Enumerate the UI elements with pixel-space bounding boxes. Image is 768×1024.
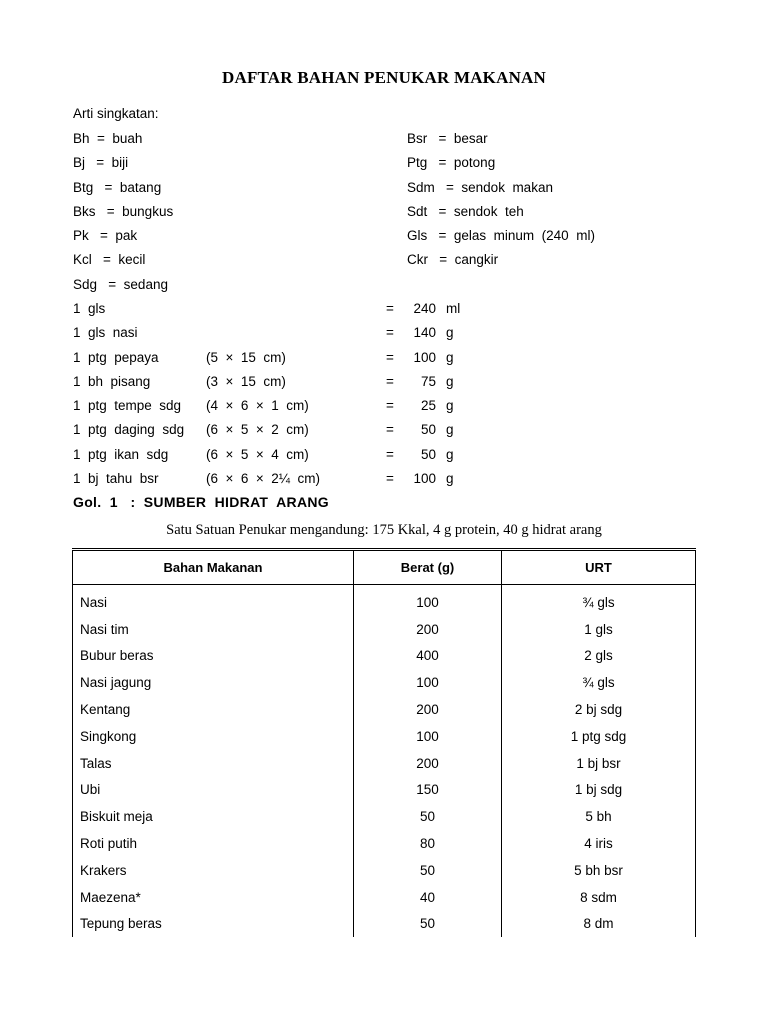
food-urt: 2 gls: [502, 643, 696, 670]
food-weight: 80: [354, 830, 502, 857]
food-urt: 8 sdm: [502, 884, 696, 911]
table-row: [73, 750, 696, 777]
abbreviation-intro: Arti singkatan:: [73, 106, 159, 121]
column-header-food: Bahan Makanan: [73, 550, 354, 585]
food-urt: 1 gls: [502, 616, 696, 643]
table-row: [73, 830, 696, 857]
food-name: Maezena*: [73, 884, 354, 911]
food-urt: 4 iris: [502, 830, 696, 857]
abbreviation-item: Ckr = cangkir: [407, 252, 499, 268]
abbreviation-list-right: [407, 130, 595, 276]
food-weight: 100: [354, 723, 502, 750]
food-name: Talas: [73, 750, 354, 777]
food-urt: 1 bj sdg: [502, 777, 696, 804]
abbreviation-item: Bj = biji: [73, 155, 129, 171]
food-weight: 200: [354, 750, 502, 777]
abbreviation-item: Kcl = kecil: [73, 252, 146, 268]
table-row: [73, 723, 696, 750]
table-row: [73, 777, 696, 804]
conversion-list: [73, 300, 493, 494]
group-heading: Gol. 1 : SUMBER HIDRAT ARANG: [73, 494, 329, 510]
food-name: Bubur beras: [73, 643, 354, 670]
food-urt: 8 dm: [502, 911, 696, 938]
table-row: [73, 616, 696, 643]
table-row: [73, 911, 696, 938]
food-name: Kentang: [73, 696, 354, 723]
food-weight: 150: [354, 777, 502, 804]
food-name: Nasi tim: [73, 616, 354, 643]
food-weight: 40: [354, 884, 502, 911]
group-subtitle: Satu Satuan Penukar mengandung: 175 Kkal, 4 g protein, 40 g hidrat arang: [166, 522, 602, 538]
food-name: Krakers: [73, 857, 354, 884]
abbreviation-item: Bks = bungkus: [73, 203, 174, 219]
conversion-row: 1 bj tahu bsr (6 × 6 × 2¼ cm) = 100 g: [73, 471, 454, 487]
food-weight: 200: [354, 696, 502, 723]
abbreviation-item: Gls = gelas minum (240 ml): [407, 228, 595, 244]
conversion-row: 1 bh pisang (3 × 15 cm) = 75 g: [73, 373, 454, 389]
food-urt: 2 bj sdg: [502, 696, 696, 723]
table-row: [73, 696, 696, 723]
conversion-row: 1 gls nasi = 140 g: [73, 325, 454, 341]
abbreviation-item: Sdm = sendok makan: [407, 179, 553, 195]
abbreviation-item: Bh = buah: [73, 131, 143, 146]
table-header-row: [73, 550, 696, 585]
food-urt: 5 bh bsr: [502, 857, 696, 884]
food-weight: 100: [354, 585, 502, 616]
page-title: DAFTAR BAHAN PENUKAR MAKANAN: [221, 68, 547, 87]
table-row: [73, 803, 696, 830]
food-weight: 50: [354, 803, 502, 830]
food-name: Biskuit meja: [73, 803, 354, 830]
food-weight: 50: [354, 857, 502, 884]
conversion-row: 1 ptg tempe sdg (4 × 6 × 1 cm) = 25 g: [73, 398, 454, 414]
abbreviation-item: Pk = pak: [73, 228, 138, 244]
food-urt: ¾ gls: [502, 585, 696, 616]
table-row: [73, 884, 696, 911]
food-urt: 1 bj bsr: [502, 750, 696, 777]
table-row: [73, 643, 696, 670]
food-name: Singkong: [73, 723, 354, 750]
food-urt: 5 bh: [502, 803, 696, 830]
food-name: Roti putih: [73, 830, 354, 857]
abbreviation-item: Sdt = sendok teh: [407, 203, 524, 219]
food-exchange-table: [72, 548, 696, 937]
food-name: Ubi: [73, 777, 354, 804]
food-name: Nasi jagung: [73, 669, 354, 696]
conversion-row: 1 gls = 240 ml: [73, 301, 461, 316]
conversion-row: 1 ptg pepaya (5 × 15 cm) = 100 g: [73, 349, 454, 365]
abbreviation-item: Bsr = besar: [407, 131, 488, 146]
abbreviation-item: Sdg = sedang: [73, 276, 168, 292]
table-row: [73, 669, 696, 696]
food-name: Nasi: [73, 585, 354, 616]
food-weight: 100: [354, 669, 502, 696]
food-weight: 200: [354, 616, 502, 643]
food-urt: ¾ gls: [502, 669, 696, 696]
table-row: [73, 857, 696, 884]
table-row: [73, 585, 696, 616]
food-weight: 400: [354, 643, 502, 670]
abbreviation-item: Ptg = potong: [407, 155, 496, 171]
abbreviation-list-left: [73, 130, 173, 300]
conversion-row: 1 ptg ikan sdg (6 × 5 × 4 cm) = 50 g: [73, 446, 454, 462]
food-urt: 1 ptg sdg: [502, 723, 696, 750]
column-header-urt: URT: [502, 550, 696, 585]
food-weight: 50: [354, 911, 502, 938]
abbreviation-item: Btg = batang: [73, 179, 162, 195]
food-name: Tepung beras: [73, 911, 354, 938]
conversion-row: 1 ptg daging sdg (6 × 5 × 2 cm) = 50 g: [73, 422, 454, 438]
column-header-weight: Berat (g): [354, 550, 502, 585]
